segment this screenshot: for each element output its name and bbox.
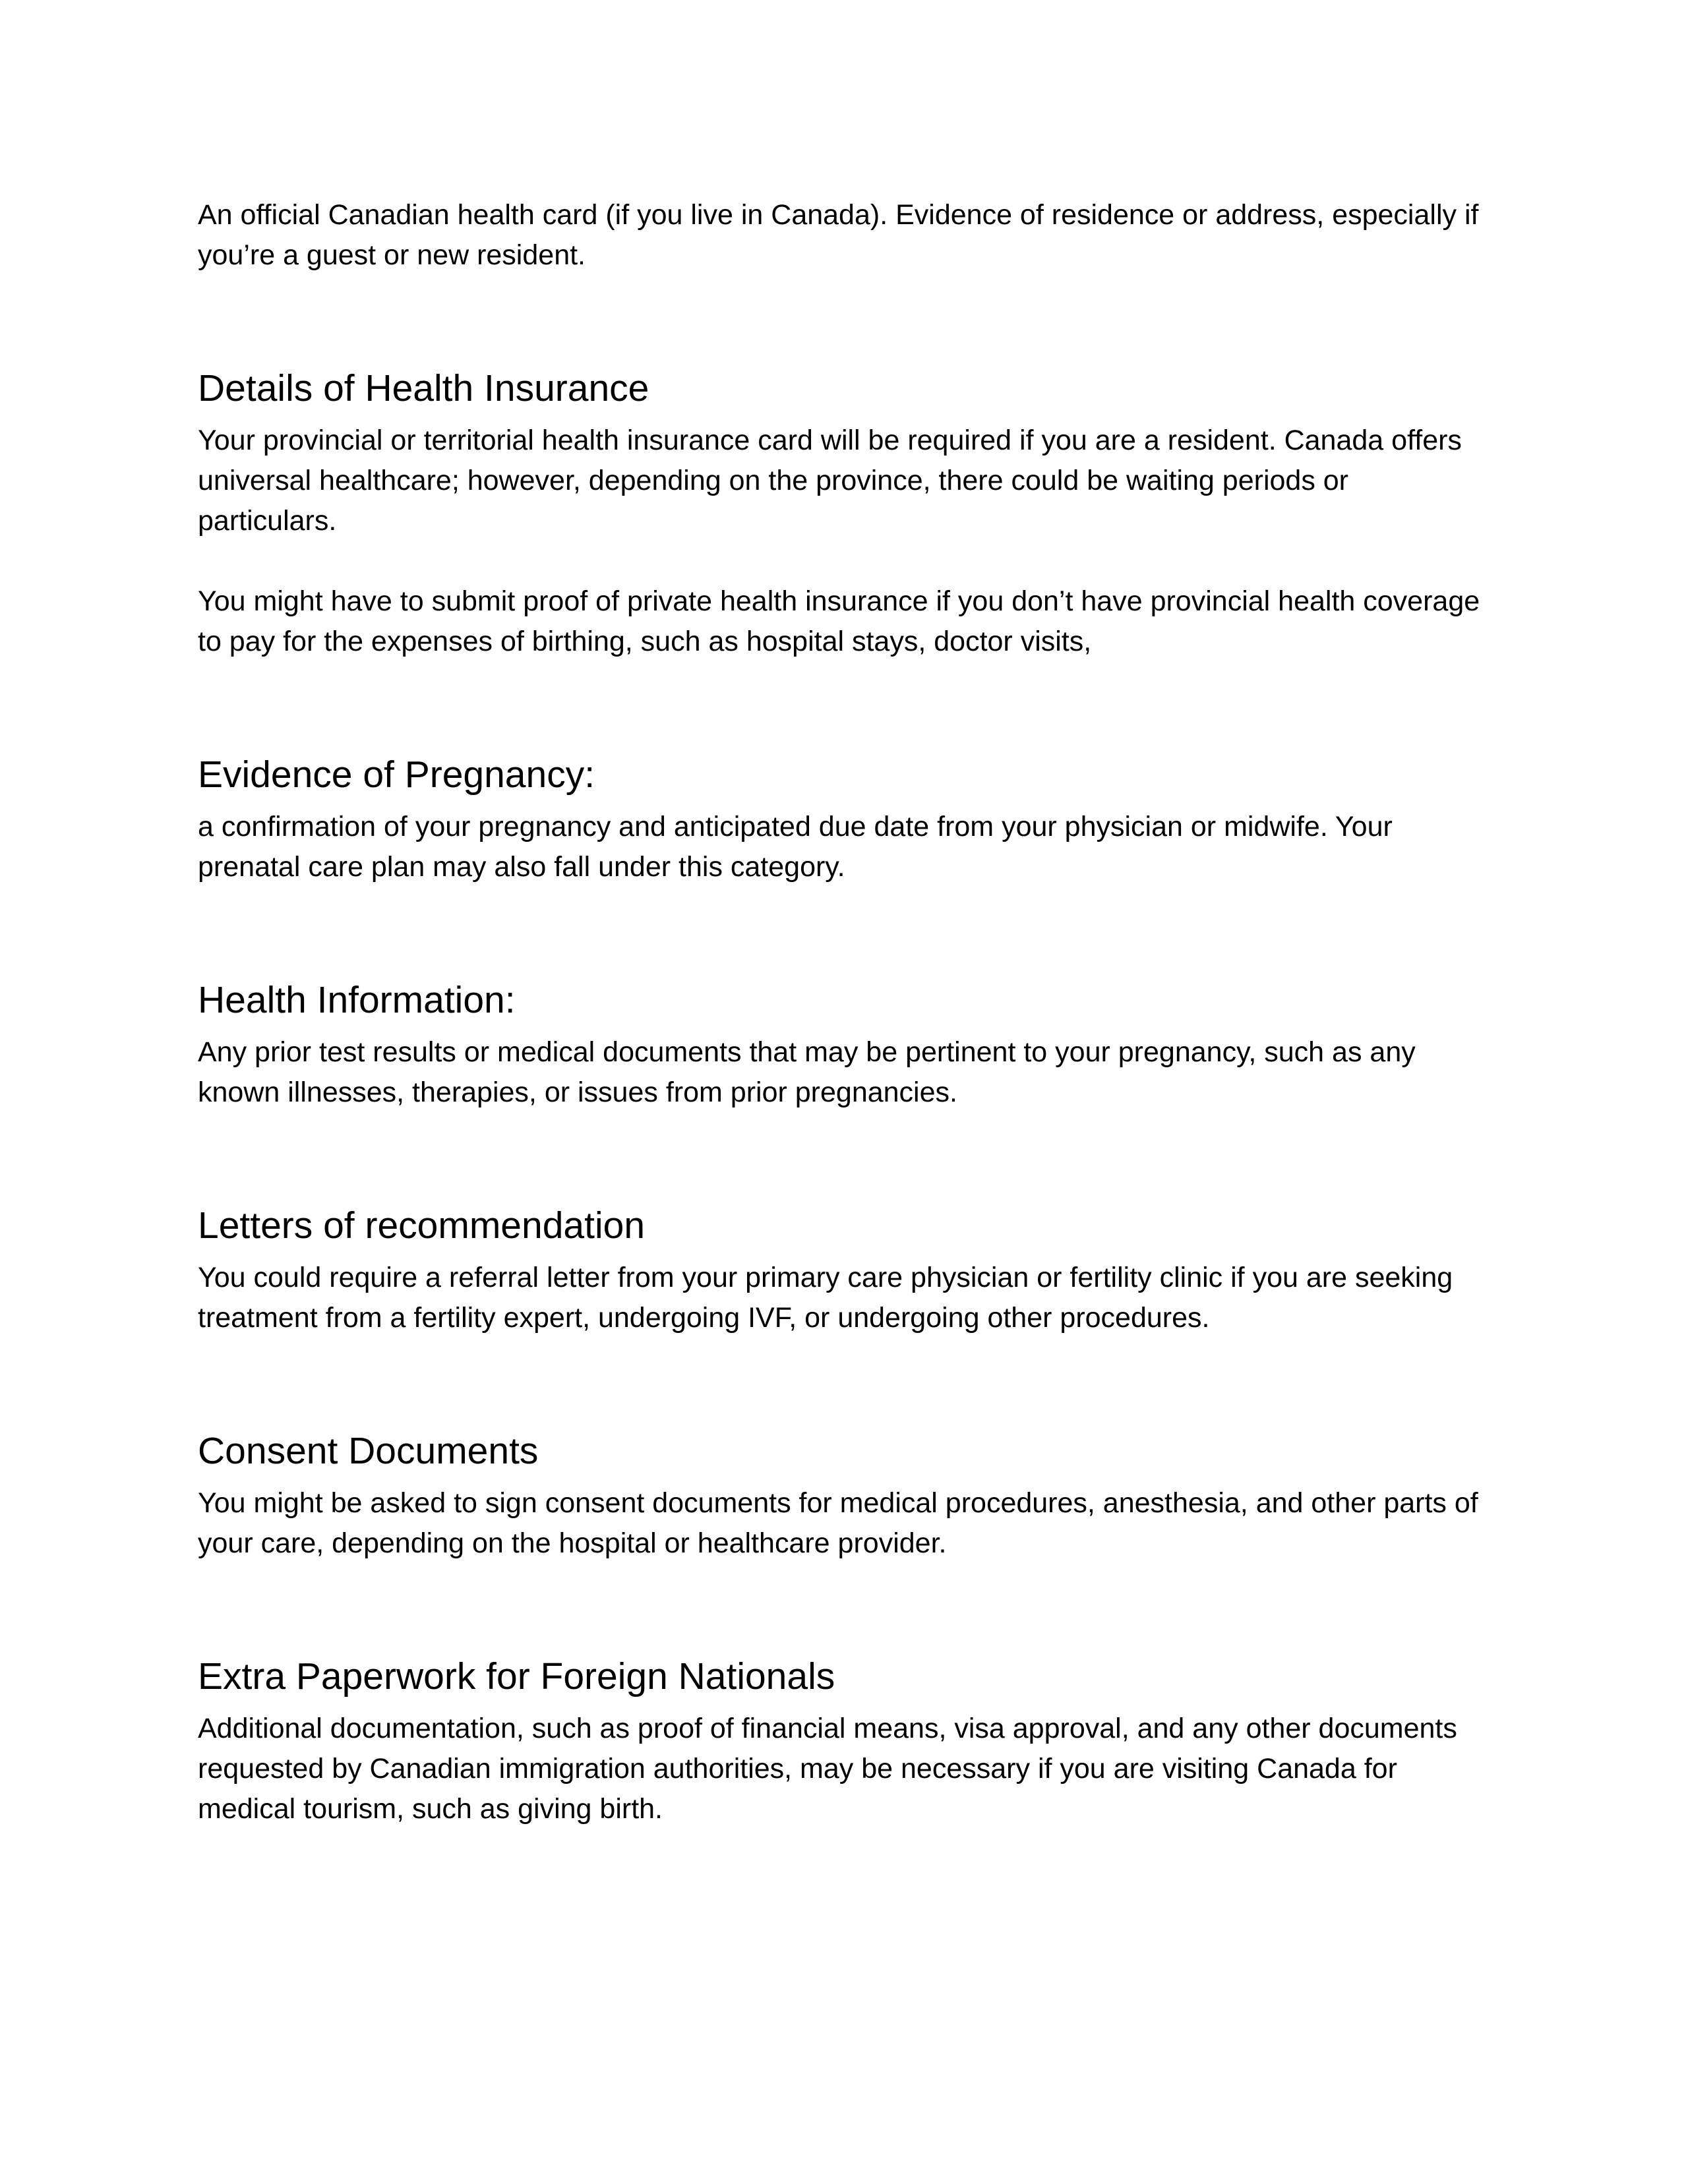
section-heading: Letters of recommendation <box>198 1204 646 1247</box>
section-paragraph: Additional documentation, such as proof of financial means, visa approval, and any other documents requested by Canadian immigration authorities, may be necessary if you are visiting Canada for medical tourism, such as giving birth. <box>198 1713 1457 1825</box>
section-paragraph: a confirmation of your pregnancy and anticipated due date from your physician or midwife. Your prenatal care plan may also fall under this category. <box>198 811 1393 883</box>
section-heading: Health Information: <box>198 979 516 1021</box>
section-paragraph: You could require a referral letter from your primary care physician or fertility clinic if you are seeking treatment from a fertility expert, undergoing IVF, or undergoing other procedures. <box>198 1262 1453 1334</box>
section-paragraph: Your provincial or territorial health insurance card will be required if you are a resident. Canada offers universal healthcare; however, depending on the province, there could be waiting periods or particulars. <box>198 425 1462 537</box>
document-page <box>198 195 1490 1919</box>
section-letters-of-recommendation <box>198 1202 1490 1338</box>
section-health-information <box>198 977 1490 1113</box>
section-heading: Details of Health Insurance <box>198 367 649 409</box>
intro-paragraph: An official Canadian health card (if you live in Canada). Evidence of residence or address, especially if you’re a guest or new resident. <box>198 199 1479 271</box>
section-foreign-nationals <box>198 1653 1490 1829</box>
section-health-insurance <box>198 365 1490 662</box>
section-heading: Extra Paperwork for Foreign Nationals <box>198 1655 835 1697</box>
section-heading: Evidence of Pregnancy: <box>198 753 595 796</box>
section-consent-documents <box>198 1428 1490 1564</box>
section-paragraph: Any prior test results or medical documents that may be pertinent to your pregnancy, such as any known illnesses, therapies, or issues from prior pregnancies. <box>198 1036 1416 1108</box>
section-paragraph: You might have to submit proof of private health insurance if you don’t have provincial health coverage to pay for the expenses of birthing, such as hospital stays, doctor visits, <box>198 585 1480 657</box>
section-paragraph: You might be asked to sign consent documents for medical procedures, anesthesia, and other parts of your care, depending on the hospital or healthcare provider. <box>198 1487 1478 1559</box>
section-evidence-of-pregnancy <box>198 752 1490 887</box>
section-heading: Consent Documents <box>198 1430 539 1472</box>
